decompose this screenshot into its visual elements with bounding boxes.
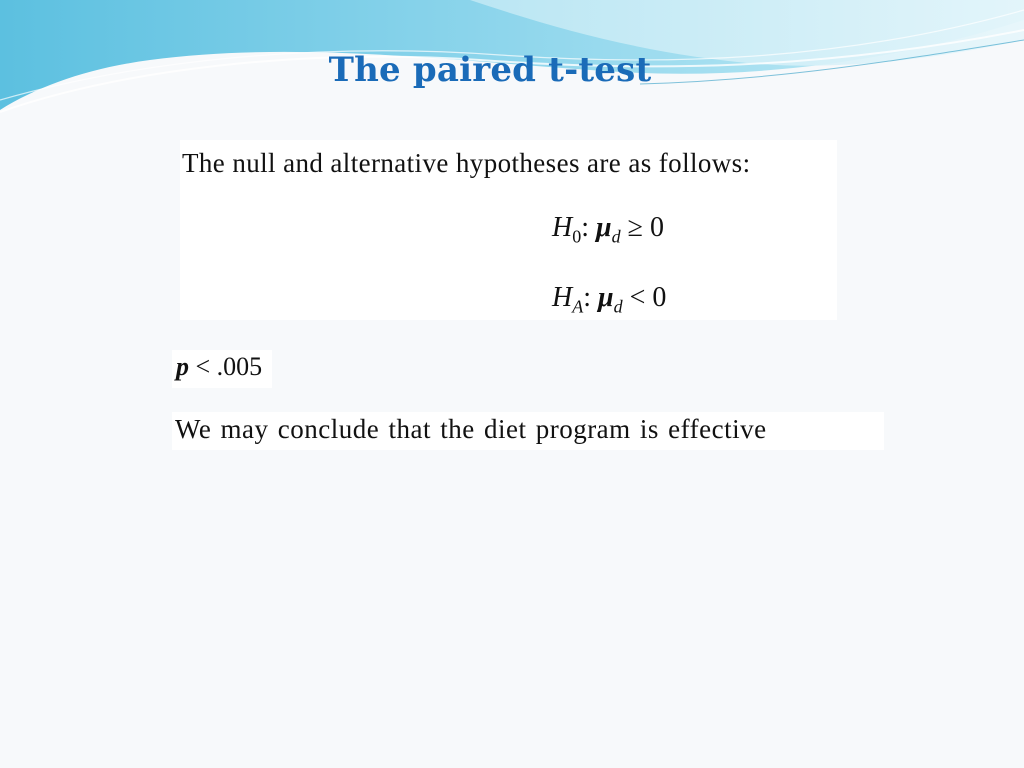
null-hypothesis-symbol: H [552,212,573,243]
p-value-symbol: p [176,352,189,381]
alt-hypothesis-relation: < 0 [629,282,667,313]
conclusion-panel [172,412,884,450]
p-value-text: < .005 [195,352,263,381]
p-value-panel [172,350,272,388]
slide-title: The paired t-test [328,50,652,90]
alternative-hypothesis: $H_A$: $\mu_d < 0$ [552,282,667,317]
null-hypothesis-relation: ≥ 0 [627,212,664,243]
alt-hypothesis-param: μ [598,282,614,313]
p-value [176,352,262,382]
null-hypothesis: $H_0$: $\mu_d \ge 0$ [552,212,664,247]
null-hypothesis-param-subscript: d [611,226,621,247]
hypotheses-panel [180,140,837,320]
conclusion-text: We may conclude that the diet program is effective [175,414,767,444]
null-hypothesis-param: μ [596,212,612,243]
hypotheses-intro-text: The null and alternative hypotheses are as follows: [182,148,751,178]
null-hypothesis-subscript: 0 [572,226,582,247]
alt-hypothesis-subscript: A [572,296,584,317]
alt-hypothesis-symbol: H [552,282,573,313]
alt-hypothesis-param-subscript: d [613,296,623,317]
